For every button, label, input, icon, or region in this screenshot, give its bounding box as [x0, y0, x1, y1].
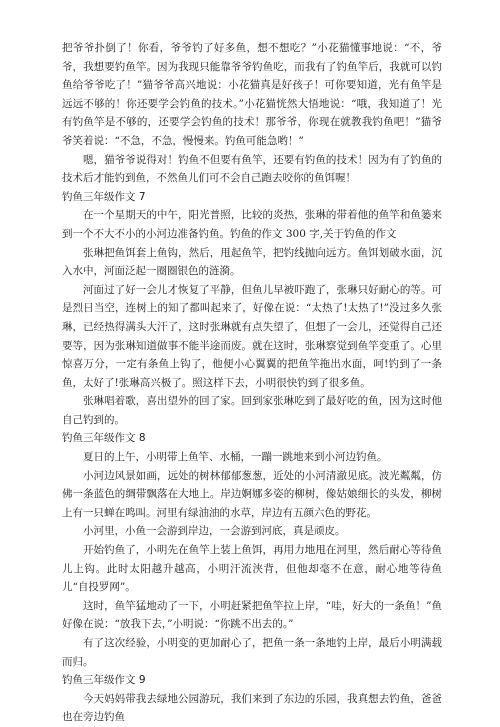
paragraph: 把爷爷扑倒了！你看，爷爷钓了好多鱼，想不想吃？”小花猫懂事地说：“不，爷爷，我想要钓鱼竿。因为我现只能靠爷爷钓鱼吃，而我有了钓鱼竿后，我就可以钓鱼给爷爷吃了！”猫爷爷高兴地说：小花猫真是好孩子！可你要知道，光有鱼竿是远远不够的！你还要学会钓鱼的技术。”小花猫恍然大悟地说：“哦，我知道了！光有钓鱼竿是不够的，还要学会钓鱼的技术！那爷爷，你现在就教我钓鱼吧！”猫爷爷笑着说：“不急，不急，慢慢来。钓鱼可能急哟！”: [62, 42, 442, 147]
paragraph: 河面过了好一会儿才恢复了平静，但鱼儿早被吓跑了，张琳只好耐心的等。可是烈日当空，连树上的知了都叫起来了，好像在说：“太热了!太热了!”没过多久张琳，已经热得满头大汗了，这时张琳就有点失望了，但想了一会儿，还觉得自己还要等，因为张琳知道做事不能半途而废。就在这时，张琳察觉到鱼竿变重了。心里惊喜万分，一定有条鱼上钩了，他便小心翼翼的把鱼竿拖出水面，呵!钓到了一条鱼，太好了!张琳高兴极了。照这样下去，小明很快钓到了很多鱼。: [62, 283, 442, 389]
paragraph: 在一个星期天的中午，阳光普照，比较的炎热，张琳的带着他的鱼竿和鱼篓来到一个不大不小的小河边准备钓鱼。钓鱼的作文 300 字,关于钓鱼的作文: [62, 209, 442, 240]
paragraph: 夏日的上午，小明带上鱼竿、水桶，一蹦一跳地来到小河边钓鱼。: [83, 451, 388, 464]
section-heading: 钓鱼三年级作文 7: [62, 190, 146, 203]
paragraph: 开始钓鱼了，小明先在鱼竿上装上鱼饵，再用力地甩在河里，然后耐心等待鱼儿上钩。此时太阳越升越高，小明汗流浃背，但他却毫不在意，耐心地等待鱼儿“自投罗网”。: [62, 544, 442, 594]
paragraph: 小河边风景如画，远处的树林郁郁葱葱，近处的小河清澈见底。波光粼粼，仿佛一条蓝色的绸带飘落在大地上。岸边婀娜多姿的柳树，像姑娘细长的头发，柳树上有一只蝉在鸣叫。河里有绿油油的水草，岸边有五颜六色的野花。: [62, 469, 442, 519]
paragraph: 张琳唱着歌，喜出望外的回了家。回到家张琳吃到了最好吃的鱼，因为这时他自己钓到的。: [62, 395, 442, 426]
paragraph: 小河里，小鱼一会游到岸边，一会游到河底，真是顽皮。: [83, 525, 346, 538]
paragraph: 有了这次经验，小明变的更加耐心了，把鱼一条一条地钓上岸，最后小明满载而归。: [62, 637, 442, 668]
document-body: [62, 39, 442, 727]
paragraph: 今天妈妈带我去绿地公园游玩，我们来到了东边的乐园，我真想去钓鱼，爸爸也在旁边钓鱼: [62, 692, 442, 724]
paragraph: 这时，鱼竿猛地动了一下，小明赶紧把鱼竿拉上岸，“哇，好大的一条鱼！”鱼好像在说：“放我下去，”小明说：“你跳不出去的。”: [62, 599, 442, 631]
paragraph: 张琳把鱼饵套上鱼钩，然后，甩起鱼竿，把钓线抛向远方。鱼饵划破水面，沉入水中，河面泛起一圈圈银色的涟漪。: [62, 246, 442, 278]
paragraph: 嗯，猫爷爷说得对！钓鱼不但要有鱼竿，还要有钓鱼的技术！因为有了钓鱼的技术后才能钓到鱼，不然鱼儿们可不会自己跑去咬你的鱼饵喔！: [62, 153, 442, 185]
section-heading: 钓鱼三年级作文 8: [62, 432, 146, 445]
section-heading: 钓鱼三年级作文 9: [62, 674, 146, 687]
